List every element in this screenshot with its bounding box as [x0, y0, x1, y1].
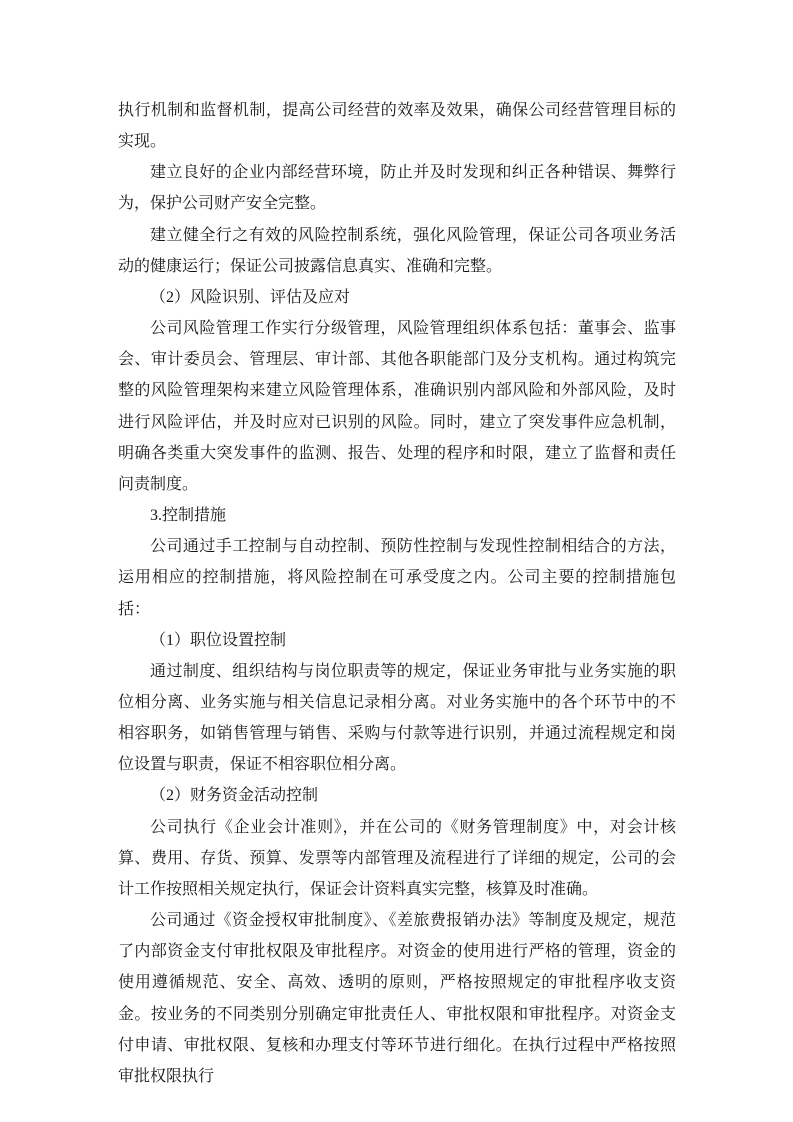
heading-position-setting-control: （1）职位设置控制: [150, 631, 287, 649]
paragraph-accounting-standards: 公司执行《企业会计准则》，并在公司的《财务管理制度》中，对会计核算、费用、存货、预算、发票等内部管理及流程进行了详细的规定，公司的会计工作按照相关规定执行，保证会计资料真实完整，核算及时准确。: [118, 818, 676, 898]
document-text-block: [118, 95, 676, 1092]
paragraph-internal-environment: 建立良好的企业内部经营环境，防止并及时发现和纠正各种错误、舞弊行为，保护公司财产安全完整。: [118, 164, 676, 213]
paragraph-risk-control-system: 建立健全行之有效的风险控制系统，强化风险管理，保证公司各项业务活动的健康运行；保证公司披露信息真实、准确和完整。: [118, 226, 676, 275]
paragraph-risk-management-hierarchy: 公司风险管理工作实行分级管理，风险管理组织体系包括：董事会、监事会、审计委员会、管理层、审计部、其他各职能部门及分支机构。通过构筑完整的风险管理架构来建立风险管理体系，准确识别内部风险和外部风险，及时进行风险评估，并及时应对已识别的风险。同时，建立了突发事件应急机制，明确各类重大突发事件的监测、报告、处理的程序和时限，建立了监督和责任问责制度。: [118, 320, 676, 493]
heading-financial-funds-control: （2）财务资金活动控制: [150, 787, 319, 805]
paragraph-funds-authorization-approval: 公司通过《资金授权审批制度》、《差旅费报销办法》等制度及规定，规范了内部资金支付审批权限及审批程序。对资金的使用进行严格的管理，资金的使用遵循规范、安全、高效、透明的原则，严格按照规定的审批程序收支资金。按业务的不同类别分别确定审批责任人、审批权限和审批程序。对资金支付申请、审批权限、复核和办理支付等环节进行细化。在执行过程中严格按照审批权限执行: [118, 912, 676, 1085]
heading-risk-identification-assessment: （2）风险识别、评估及应对: [150, 288, 351, 306]
paragraph-control-methods: 公司通过手工控制与自动控制、预防性控制与发现性控制相结合的方法，运用相应的控制措施，将风险控制在可承受度之内。公司主要的控制措施包括：: [118, 538, 676, 618]
heading-control-measures: 3.控制措施: [150, 507, 227, 525]
paragraph-position-separation: 通过制度、组织结构与岗位职责等的规定，保证业务审批与业务实施的职位相分离、业务实施与相关信息记录相分离。对业务实施中的各个环节中的不相容职务，如销售管理与销售、采购与付款等进行识别，并通过流程规定和岗位设置与职责，保证不相容职位相分离。: [118, 662, 676, 774]
paragraph-continuation: 执行机制和监督机制，提高公司经营的效率及效果，确保公司经营管理目标的实现。: [118, 102, 676, 151]
